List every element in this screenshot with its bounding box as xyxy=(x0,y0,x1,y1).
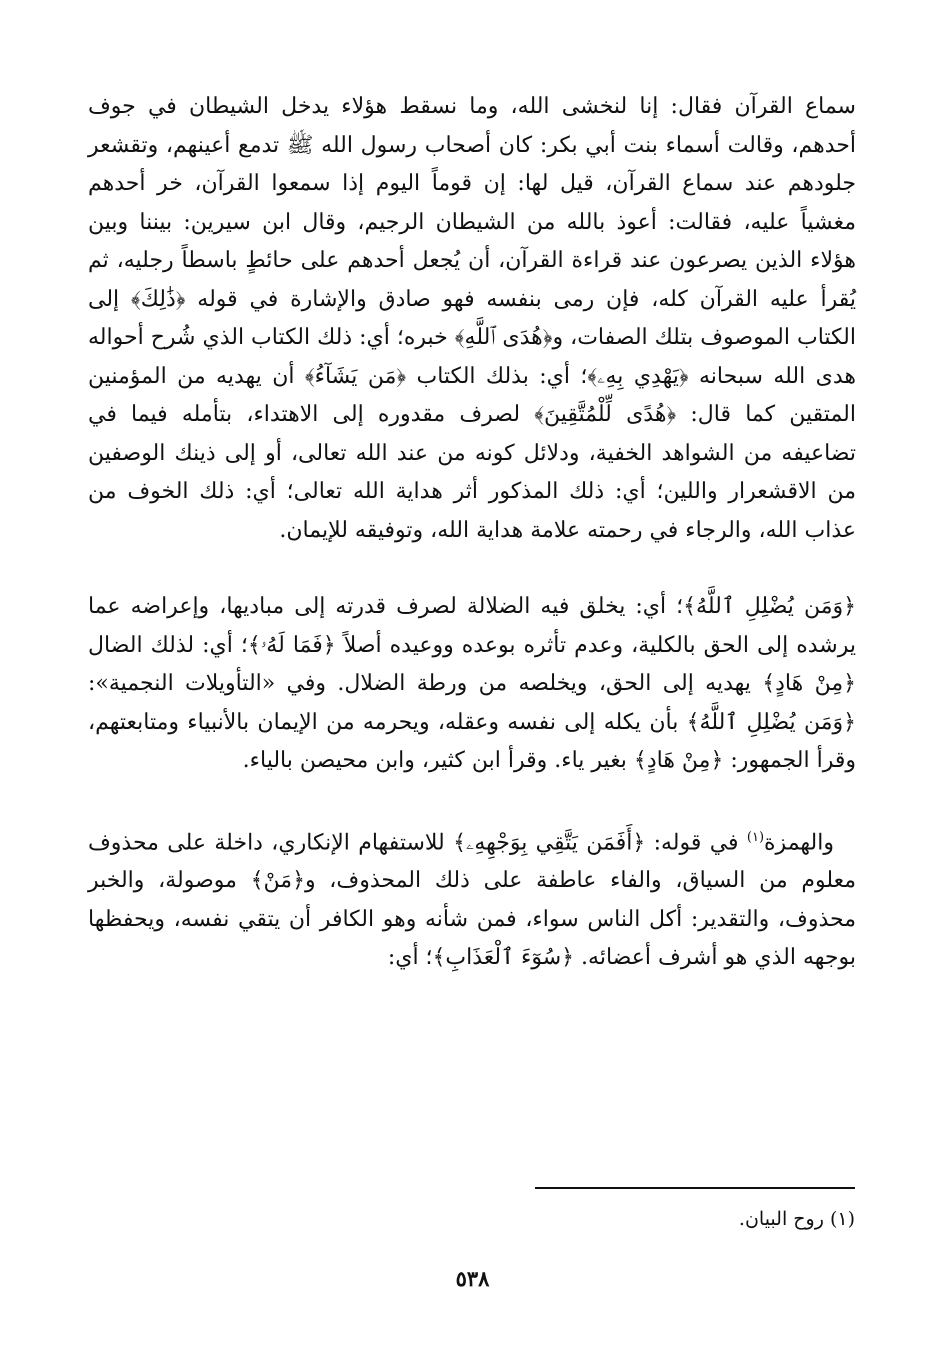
paragraph-3-rest: في قوله: ﴿أَفَمَن يَتَّقِي بِوَجْهِهِۦ﴾ للاستفهام الإنكاري، داخلة على محذوف معلوم من السياق، والفاء عاطفة على ذلك المحذوف، و﴿مَنْ﴾ موصولة، والخبر محذوف، والتقدير: أكل الناس سواء، فمن شأنه وهو الكافر أن يتقي نفسه، ويحفظها بوجهه الذي هو أشرف أعضائه. ﴿سُوٓءَ ٱلْعَذَابِ﴾؛ أي: xyxy=(88,829,856,971)
footnote-text: روح البيان. xyxy=(738,1208,824,1230)
page-body xyxy=(88,88,856,978)
footnote-reference: (١) xyxy=(746,829,765,845)
footnote-marker: (١) xyxy=(829,1208,855,1230)
paragraph-gap xyxy=(88,550,856,588)
paragraph-2: ﴿وَمَن يُضْلِلِ ٱللَّهُ﴾؛ أي: يخلق فيه الضلالة لصرف قدرته إلى مباديها، وإعراضه عما يرشده إلى الحق بالكلية، وعدم تأثره بوعده ووعيده أصلاً ﴿فَمَا لَهُۥ﴾؛ أي: لذلك الضال ﴿مِنْ هَادٍ﴾ يهديه إلى الحق، ويخلصه من ورطة الضلال. وفي «التأويلات النجمية»: ﴿وَمَن يُضْلِلِ ٱللَّهُ﴾ بأن يكله إلى نفسه وعقله، ويحرمه من الإيمان بالأنبياء ومتابعتهم، وقرأ الجمهور: ﴿مِنْ هَادٍ﴾ بغير ياء. وقرأ ابن كثير، وابن محيصن بالياء. xyxy=(88,594,856,773)
footnote-divider xyxy=(535,1187,855,1189)
footnote xyxy=(355,1206,855,1232)
paragraph-3 xyxy=(88,819,856,978)
paragraph-gap xyxy=(88,781,856,819)
paragraph-1: سماع القرآن فقال: إنا لنخشى الله، وما نسقط هؤلاء يدخل الشيطان في جوف أحدهم، وقالت أسماء بنت أبي بكر: كان أصحاب رسول الله ﷺ تدمع أعينهم، وتقشعر جلودهم عند سماع القرآن، قيل لها: إن قوماً اليوم إذا سمعوا القرآن، خر أحدهم مغشياً عليه، فقالت: أعوذ بالله من الشيطان الرجيم، وقال ابن سيرين: بيننا وبين هؤلاء الذين يصرعون عند قراءة القرآن، أن يُجعل أحدهم على حائطٍ باسطاً رجليه، ثم يُقرأ عليه القرآن كله، فإن رمى بنفسه فهو صادق والإشارة في قوله ﴿ذَٰلِكَ﴾ إلى الكتاب الموصوف بتلك الصفات، و﴿هُدَى ٱللَّهِ﴾ خبره؛ أي: ذلك الكتاب الذي شُرح أحواله هدى الله سبحانه ﴿يَهْدِي بِهِۦ﴾؛ أي: بذلك الكتاب ﴿مَن يَشَآءُ﴾ أن يهديه من المؤمنين المتقين كما قال: ﴿هُدًى لِّلْمُتَّقِينَ﴾ لصرف مقدوره إلى الاهتداء، بتأمله فيما في تضاعيفه من الشواهد الخفية، ودلائل كونه من عند الله تعالى، أو إلى ذينك الوصفين من الاقشعرار واللين؛ أي: ذلك المذكور أثر هداية الله تعالى؛ أي: ذلك الخوف من عذاب الله، والرجاء في رحمته علامة هداية الله، وتوفيقه للإيمان. xyxy=(88,94,856,543)
page-number: ٥٣٨ xyxy=(455,1266,490,1291)
paragraph-3-lead: والهمزة xyxy=(764,829,834,855)
